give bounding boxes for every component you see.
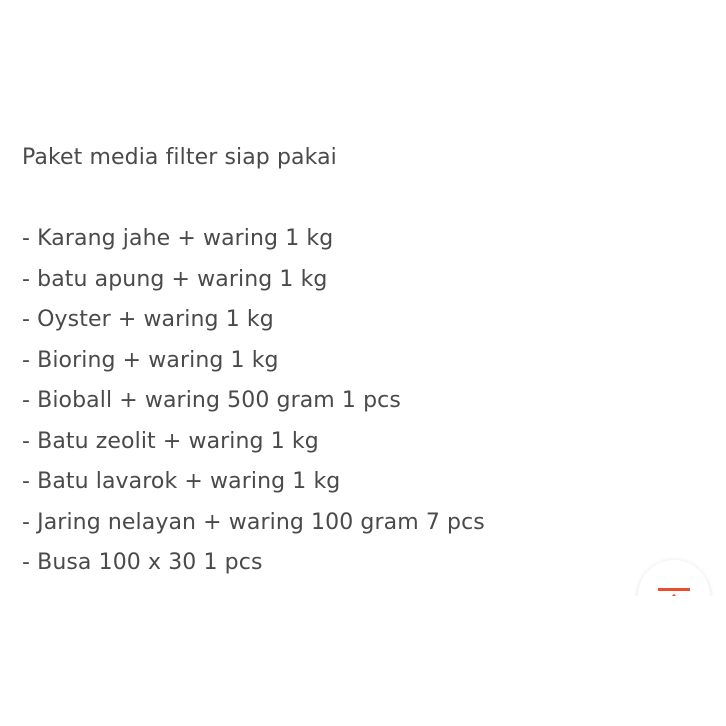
description-item: - Karang jahe + waring 1 kg xyxy=(22,226,334,251)
screen-edge-mask xyxy=(600,596,726,726)
description-title: Paket media filter siap pakai xyxy=(22,145,337,170)
description-item: - Jaring nelayan + waring 100 gram 7 pcs xyxy=(22,509,485,535)
blank-line xyxy=(22,179,622,220)
product-description xyxy=(22,138,622,584)
description-item: - batu apung + waring 1 kg xyxy=(22,266,328,292)
description-item: - Bioball + waring 500 gram 1 pcs xyxy=(22,388,401,413)
description-item: - Batu lavarok + waring 1 kg xyxy=(22,469,341,494)
description-item: - Oyster + waring 1 kg xyxy=(22,307,274,332)
description-item: - Batu zeolit + waring 1 kg xyxy=(22,428,319,454)
description-item: - Busa 100 x 30 1 pcs xyxy=(22,550,263,575)
description-item: - Bioring + waring 1 kg xyxy=(22,347,279,373)
